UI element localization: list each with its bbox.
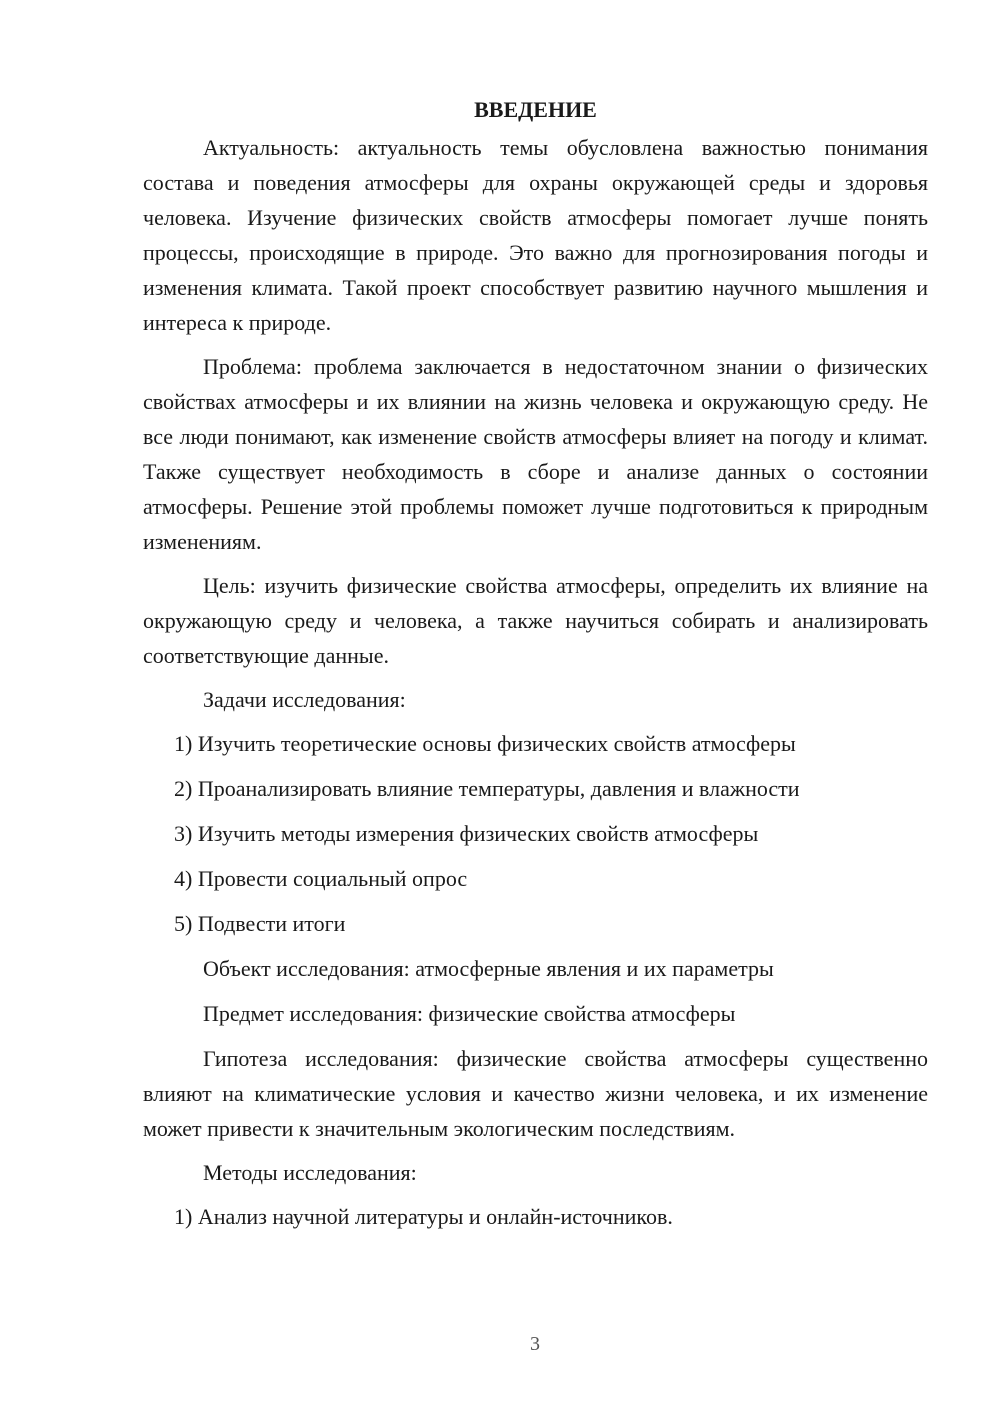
paragraph-relevance: Актуальность: актуальность темы обусловлена важностью понимания состава и поведения атмосферы для охраны окружающей среды и здоровья человека. Изучение физических свойств атмосферы помогает лучше понять процессы, происходящие в природе. Это важно для прогнозирования погоды и изменения климата. Такой проект способствует развитию научного мышления и интереса к природе. — [143, 135, 928, 335]
list-item: 2) Проанализировать влияние температуры, давления и влажности — [174, 776, 800, 801]
methods-list — [143, 1199, 928, 1234]
list-item: 1) Анализ научной литературы и онлайн-источников. — [174, 1204, 673, 1229]
tasks-heading: Задачи исследования: — [203, 687, 406, 712]
paragraph-problem: Проблема: проблема заключается в недостаточном знании о физических свойствах атмосферы и их влиянии на жизнь человека и окружающую среду. Не все люди понимают, как изменение свойств атмосферы влияет на погоду и климат. Также существует необходимость в сборе и анализе данных о состоянии атмосферы. Решение этой проблемы поможет лучше подготовиться к природным изменениям. — [143, 354, 928, 554]
research-object: Объект исследования: атмосферные явления и их параметры — [203, 956, 774, 981]
list-item: 1) Изучить теоретические основы физических свойств атмосферы — [174, 731, 796, 756]
methods-heading: Методы исследования: — [203, 1160, 417, 1185]
paragraph-goal: Цель: изучить физические свойства атмосферы, определить их влияние на окружающую среду и человека, а также научиться собирать и анализировать соответствующие данные. — [143, 573, 928, 668]
document-page — [143, 92, 928, 1244]
list-item: 4) Провести социальный опрос — [174, 866, 468, 891]
tasks-list — [143, 726, 928, 941]
section-title: ВВЕДЕНИЕ — [474, 97, 597, 122]
paragraph-hypothesis: Гипотеза исследования: физические свойства атмосферы существенно влияют на климатические условия и качество жизни человека, и их изменение может привести к значительным экологическим последствиям. — [143, 1046, 928, 1141]
list-item: 3) Изучить методы измерения физических свойств атмосферы — [174, 821, 759, 846]
list-item: 5) Подвести итоги — [174, 911, 346, 936]
research-subject: Предмет исследования: физические свойства атмосферы — [203, 1001, 736, 1026]
page-number: 3 — [530, 1333, 540, 1355]
